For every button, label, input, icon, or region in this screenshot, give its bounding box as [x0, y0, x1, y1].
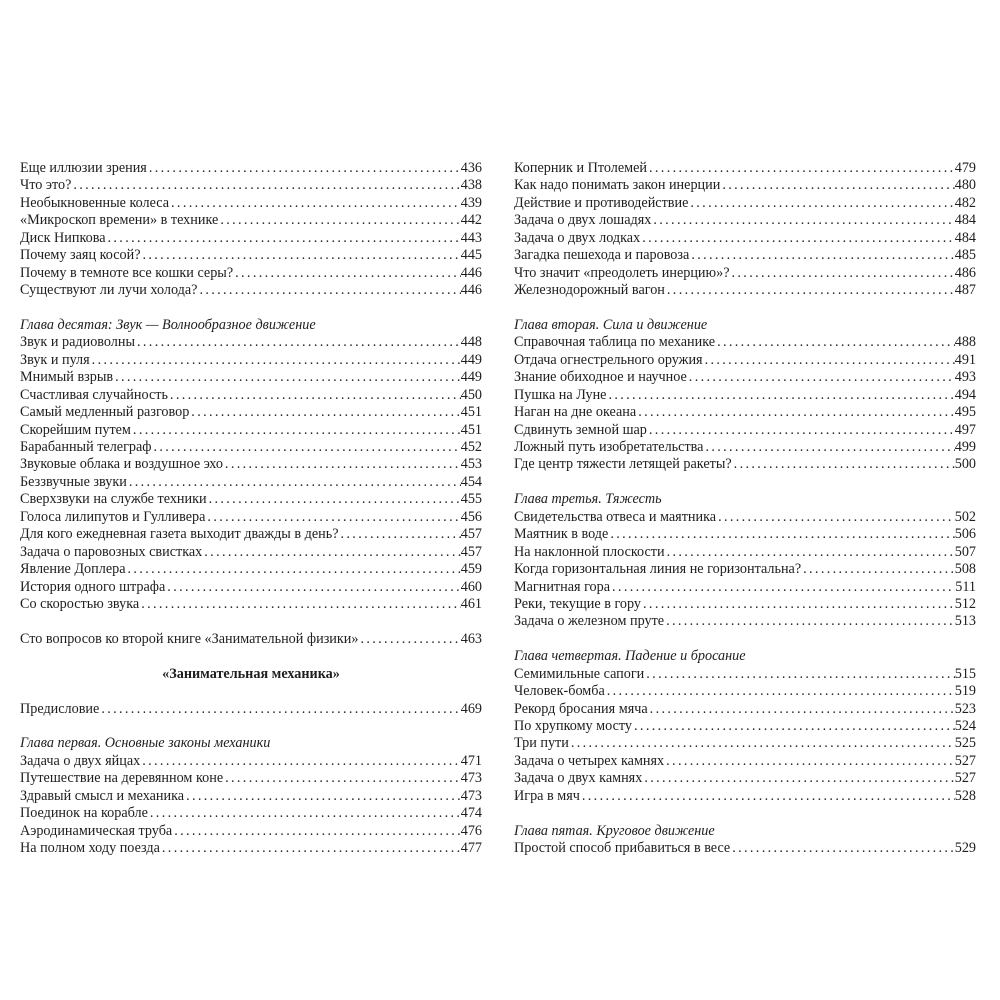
entry-page: 436: [460, 160, 482, 176]
entry-page: 471: [460, 752, 482, 769]
entry-title: На наклонной плоскости: [514, 543, 665, 560]
dot-leader: [150, 805, 461, 822]
entry-page: 461: [460, 595, 482, 612]
toc-group: [20, 753, 482, 858]
dot-leader: [101, 701, 460, 718]
toc-entry[interactable]: [514, 701, 976, 718]
entry-title: Сверхзвуки на службе техники: [20, 491, 207, 508]
dot-leader: [722, 177, 954, 194]
entry-page: 449: [460, 351, 482, 368]
toc-entry[interactable]: [20, 282, 482, 299]
dot-leader: [666, 753, 955, 770]
entry-title: Задача о паровозных свистках: [20, 543, 203, 560]
dot-leader: [705, 352, 955, 369]
dot-leader: [705, 439, 954, 456]
entry-title: Наган на дне океана: [514, 404, 637, 421]
entry-title: Задача о двух лошадях: [514, 212, 652, 229]
dot-leader: [666, 613, 955, 630]
entry-page: 491: [954, 351, 976, 368]
dot-leader: [170, 387, 461, 404]
entry-page: 527: [954, 752, 976, 769]
toc-entry[interactable]: [20, 195, 482, 212]
dot-leader: [209, 491, 461, 508]
dot-leader: [199, 282, 460, 299]
toc-entry[interactable]: [514, 282, 976, 299]
entry-title: Диск Нипкова: [20, 229, 106, 246]
dot-leader: [667, 282, 955, 299]
toc-entry[interactable]: [514, 230, 976, 247]
entry-page: 453: [460, 456, 482, 473]
toc-entry[interactable]: [20, 840, 482, 857]
dot-leader: [149, 160, 461, 177]
dot-leader: [582, 788, 955, 805]
entry-page: 473: [460, 787, 482, 804]
toc-group: [20, 160, 482, 300]
toc-entry[interactable]: [514, 456, 976, 473]
entry-title: Сдвинуть земной шар: [514, 421, 647, 438]
entry-title: Как надо понимать закон инерции: [514, 177, 721, 194]
entry-page: 479: [954, 160, 976, 176]
toc-group: [514, 666, 976, 806]
toc-entry[interactable]: [20, 160, 482, 177]
entry-page: 513: [954, 613, 976, 630]
entry-title: Поединок на корабле: [20, 805, 148, 822]
dot-leader: [644, 770, 954, 787]
toc-entry[interactable]: [20, 544, 482, 561]
toc-entry[interactable]: [514, 544, 976, 561]
dot-leader: [653, 212, 954, 229]
entry-title: Путешествие на деревянном коне: [20, 770, 224, 787]
entry-title: Задача о четырех камнях: [514, 752, 665, 769]
entry-title: Для кого ежедневная газета выходит дважды в день?: [20, 526, 339, 543]
toc-entry[interactable]: [20, 230, 482, 247]
entry-title: Задача о двух яйцах: [20, 752, 141, 769]
entry-page: 515: [954, 665, 976, 682]
entry-page: 524: [954, 718, 976, 734]
toc-entry[interactable]: [20, 474, 482, 491]
entry-page: 452: [460, 439, 482, 455]
entry-title: Самый медленный разговор: [20, 404, 190, 421]
toc-entry[interactable]: [514, 526, 976, 543]
chapter-heading: Глава четвертая. Падение и бросание: [514, 648, 746, 665]
toc-group: [514, 334, 976, 474]
chapter-heading: Глава пятая. Круговое движение: [514, 822, 715, 839]
toc-entry[interactable]: [514, 718, 976, 735]
entry-title: Загадка пешехода и паровоза: [514, 247, 690, 264]
entry-page: 451: [460, 421, 482, 438]
dot-leader: [643, 596, 955, 613]
entry-title: Где центр тяжести летящей ракеты?: [514, 456, 732, 473]
dot-leader: [186, 788, 461, 805]
entry-page: 506: [954, 526, 976, 543]
entry-title: Пушка на Луне: [514, 386, 607, 403]
dot-leader: [571, 735, 955, 752]
dot-leader: [634, 718, 955, 735]
toc-entry[interactable]: [514, 247, 976, 264]
toc-entry[interactable]: [514, 160, 976, 177]
spacer: [20, 718, 482, 735]
toc-entry[interactable]: [20, 177, 482, 194]
toc-entry[interactable]: [514, 579, 976, 596]
entry-title: Простой способ прибавиться в весе: [514, 840, 731, 857]
entry-title: Почему в темноте все кошки серы?: [20, 264, 234, 281]
toc-entry[interactable]: [514, 439, 976, 456]
spacer: [20, 300, 482, 317]
toc-group: [20, 334, 482, 613]
entry-title: Человек-бомба: [514, 683, 605, 700]
toc-left-column: [20, 160, 482, 858]
toc-entry[interactable]: [514, 369, 976, 386]
entry-page: 476: [460, 822, 482, 839]
entry-page: 508: [954, 561, 976, 578]
entry-page: 457: [460, 526, 482, 543]
entry-title: Знание обиходное и научное: [514, 369, 687, 386]
entry-title: Сто вопросов ко второй книге «Занимательной физики»: [20, 630, 359, 647]
toc-entry[interactable]: [20, 334, 482, 351]
dot-leader: [718, 509, 955, 526]
entry-title: Аэродинамическая труба: [20, 822, 173, 839]
toc-entry[interactable]: [20, 369, 482, 386]
dot-leader: [115, 369, 461, 386]
spacer: [514, 474, 976, 491]
spacer: [20, 683, 482, 700]
entry-page: 484: [954, 212, 976, 229]
toc-entry[interactable]: [514, 404, 976, 421]
entry-page: 485: [954, 247, 976, 264]
toc-entry[interactable]: [514, 753, 976, 770]
toc-right-column: [514, 160, 976, 858]
entry-page: 523: [954, 700, 976, 717]
dot-leader: [162, 840, 461, 857]
entry-title: Еще иллюзии зрения: [20, 160, 147, 176]
entry-page: 507: [954, 543, 976, 560]
toc-entry[interactable]: [20, 753, 482, 770]
entry-title: Ложный путь изобретательства: [514, 439, 704, 455]
dot-leader: [610, 526, 954, 543]
entry-title: Маятник в воде: [514, 526, 609, 543]
entry-page: 448: [460, 334, 482, 351]
entry-title: Магнитная гора: [514, 578, 611, 595]
entry-page: 486: [954, 264, 976, 281]
entry-page: 497: [954, 421, 976, 438]
entry-page: 484: [954, 229, 976, 246]
dot-leader: [128, 561, 461, 578]
entry-page: 502: [954, 508, 976, 525]
toc-entry[interactable]: [20, 526, 482, 543]
entry-page: 456: [460, 508, 482, 525]
spacer: [20, 613, 482, 630]
entry-title: Необыкновенные колеса: [20, 194, 170, 211]
entry-title: Существуют ли лучи холода?: [20, 282, 198, 299]
toc-entry[interactable]: [20, 491, 482, 508]
entry-title: Со скоростью звука: [20, 595, 140, 612]
toc-entry-preface[interactable]: [20, 701, 482, 718]
entry-title: История одного штрафа: [20, 578, 166, 595]
dot-leader: [92, 352, 461, 369]
entry-page: 487: [954, 282, 976, 299]
entry-title: Рекорд бросания мяча: [514, 700, 648, 717]
dot-leader: [607, 683, 955, 700]
entry-page: 488: [954, 334, 976, 351]
toc-entry[interactable]: [514, 195, 976, 212]
spacer: [20, 648, 482, 665]
toc-entry[interactable]: [514, 265, 976, 282]
toc-entry[interactable]: [514, 352, 976, 369]
entry-title: Счастливая случайность: [20, 386, 168, 403]
spacer: [514, 805, 976, 822]
entry-page: 482: [954, 194, 976, 211]
dot-leader: [690, 195, 954, 212]
entry-page: 446: [460, 264, 482, 281]
entry-page: 477: [460, 840, 482, 857]
dot-leader: [341, 526, 461, 543]
toc-entry[interactable]: [514, 387, 976, 404]
toc-group: [514, 160, 976, 300]
dot-leader: [171, 195, 461, 212]
toc-entry[interactable]: [514, 422, 976, 439]
entry-page: 473: [460, 770, 482, 787]
entry-page: 442: [460, 212, 482, 229]
toc-entry[interactable]: [514, 788, 976, 805]
toc-entry[interactable]: [514, 334, 976, 351]
toc-entry[interactable]: [514, 666, 976, 683]
dot-leader: [133, 422, 461, 439]
dot-leader: [732, 265, 955, 282]
dot-leader: [207, 509, 460, 526]
dot-leader: [646, 666, 954, 683]
entry-title: Барабанный телеграф: [20, 439, 152, 455]
entry-page: 451: [460, 404, 482, 421]
entry-title: Справочная таблица по механике: [514, 334, 716, 351]
entry-title: Скорейшим путем: [20, 421, 131, 438]
entry-title: Мнимый взрыв: [20, 369, 114, 386]
dot-leader: [137, 334, 461, 351]
entry-page: 469: [460, 700, 482, 717]
dot-leader: [167, 579, 460, 596]
entry-page: 480: [954, 177, 976, 194]
entry-title: Семимильные сапоги: [514, 665, 645, 682]
toc-entry[interactable]: [514, 212, 976, 229]
toc-entry[interactable]: [20, 770, 482, 787]
dot-leader: [174, 823, 461, 840]
entry-page: 519: [954, 683, 976, 700]
dot-leader: [638, 404, 955, 421]
dot-leader: [73, 177, 460, 194]
entry-title: Реки, текущие в гору: [514, 595, 642, 612]
entry-title: Задача о железном пруте: [514, 613, 665, 630]
entry-page: 512: [954, 595, 976, 612]
entry-page: 493: [954, 369, 976, 386]
entry-title: Отдача огнестрельного оружия: [514, 351, 703, 368]
toc-entry[interactable]: [20, 456, 482, 473]
entry-title: Звук и пуля: [20, 351, 90, 368]
dot-leader: [153, 439, 460, 456]
toc-entry[interactable]: [20, 352, 482, 369]
entry-title: Что значит «преодолеть инерцию»?: [514, 264, 730, 281]
dot-leader: [225, 770, 461, 787]
entry-page: 450: [460, 386, 482, 403]
toc-entry[interactable]: [514, 177, 976, 194]
entry-title: Почему заяц косой?: [20, 247, 141, 264]
toc-entry[interactable]: [20, 439, 482, 456]
toc-entry[interactable]: [514, 840, 976, 857]
entry-page: 454: [460, 473, 482, 490]
dot-leader: [734, 456, 955, 473]
entry-title: Задача о двух камнях: [514, 770, 643, 787]
toc-entry[interactable]: [514, 561, 976, 578]
entry-title: Голоса лилипутов и Гулливера: [20, 508, 206, 525]
dot-leader: [612, 579, 955, 596]
toc-entry[interactable]: [20, 596, 482, 613]
toc-entry[interactable]: [20, 805, 482, 822]
dot-leader: [732, 840, 954, 857]
entry-page: 463: [460, 630, 482, 647]
dot-leader: [717, 334, 955, 351]
entry-title: На полном ходу поезда: [20, 840, 160, 857]
entry-page: 495: [954, 404, 976, 421]
dot-leader: [142, 753, 460, 770]
chapter-heading: Глава первая. Основные законы механики: [20, 735, 271, 752]
toc-entry[interactable]: [20, 247, 482, 264]
dot-leader: [225, 456, 461, 473]
toc-group: [514, 509, 976, 631]
entry-title: Что это?: [20, 177, 72, 194]
entry-page: 529: [954, 840, 976, 857]
dot-leader: [642, 230, 955, 247]
dot-leader: [204, 544, 460, 561]
entry-page: 460: [460, 578, 482, 595]
toc-entry[interactable]: [20, 387, 482, 404]
toc-entry[interactable]: [20, 561, 482, 578]
dot-leader: [608, 387, 954, 404]
entry-page: 443: [460, 229, 482, 246]
entry-page: 438: [460, 177, 482, 194]
toc-entry[interactable]: [514, 770, 976, 787]
entry-page: 455: [460, 491, 482, 508]
entry-title: Действие и противодействие: [514, 194, 689, 211]
book-heading: «Занимательная механика»: [162, 665, 340, 682]
entry-page: 474: [460, 805, 482, 822]
entry-page: 527: [954, 770, 976, 787]
entry-page: 528: [954, 787, 976, 804]
entry-page: 494: [954, 386, 976, 403]
toc-group: [514, 840, 976, 857]
entry-title: Три пути: [514, 735, 569, 752]
dot-leader: [649, 422, 955, 439]
entry-title: Коперник и Птолемей: [514, 160, 648, 176]
toc-entry[interactable]: [20, 509, 482, 526]
entry-page: 459: [460, 561, 482, 578]
entry-title: Игра в мяч: [514, 787, 580, 804]
entry-page: 511: [955, 578, 976, 595]
toc-entry-questions[interactable]: [20, 631, 482, 648]
toc-entry[interactable]: [20, 788, 482, 805]
entry-title: Железнодорожный вагон: [514, 282, 665, 299]
entry-title: Задача о двух лодках: [514, 229, 641, 246]
toc-entry[interactable]: [514, 683, 976, 700]
dot-leader: [803, 561, 955, 578]
toc-entry[interactable]: [20, 579, 482, 596]
entry-page: 445: [460, 247, 482, 264]
toc-entry[interactable]: [20, 823, 482, 840]
entry-page: 446: [460, 282, 482, 299]
dot-leader: [220, 212, 460, 229]
toc-entry[interactable]: [514, 735, 976, 752]
entry-page: 500: [954, 456, 976, 473]
entry-title: Звуковые облака и воздушное эхо: [20, 456, 223, 473]
toc-entry[interactable]: [514, 509, 976, 526]
toc-entry[interactable]: [20, 212, 482, 229]
chapter-heading: Глава вторая. Сила и движение: [514, 316, 708, 333]
dot-leader: [650, 701, 955, 718]
toc-entry[interactable]: [20, 404, 482, 421]
dot-leader: [667, 544, 955, 561]
dot-leader: [235, 265, 461, 282]
entry-title: Здравый смысл и механика: [20, 787, 185, 804]
entry-page: 457: [460, 543, 482, 560]
dot-leader: [129, 474, 461, 491]
dot-leader: [649, 160, 955, 177]
entry-title: Предисловие: [20, 700, 100, 717]
toc-entry[interactable]: [20, 422, 482, 439]
dot-leader: [191, 404, 460, 421]
toc-entry[interactable]: [514, 613, 976, 630]
dot-leader: [691, 247, 954, 264]
entry-title: Явление Доплера: [20, 561, 126, 578]
chapter-heading: Глава третья. Тяжесть: [514, 491, 662, 508]
entry-title: Свидетельства отвеса и маятника: [514, 508, 717, 525]
entry-title: «Микроскоп времени» в технике: [20, 212, 219, 229]
toc-entry[interactable]: [514, 596, 976, 613]
dot-leader: [141, 596, 461, 613]
entry-title: По хрупкому мосту: [514, 718, 633, 734]
entry-page: 439: [460, 194, 482, 211]
entry-page: 449: [460, 369, 482, 386]
spacer: [514, 300, 976, 317]
dot-leader: [360, 631, 460, 648]
entry-page: 499: [954, 439, 976, 455]
chapter-heading: Глава десятая: Звук — Волнообразное движение: [20, 316, 316, 333]
entry-title: Беззвучные звуки: [20, 473, 127, 490]
entry-title: Когда горизонтальная линия не горизонтальна?: [514, 561, 802, 578]
dot-leader: [143, 247, 461, 264]
dot-leader: [689, 369, 955, 386]
dot-leader: [108, 230, 461, 247]
spacer: [514, 631, 976, 648]
entry-title: Звук и радиоволны: [20, 334, 136, 351]
toc-entry[interactable]: [20, 265, 482, 282]
entry-page: 525: [954, 735, 976, 752]
